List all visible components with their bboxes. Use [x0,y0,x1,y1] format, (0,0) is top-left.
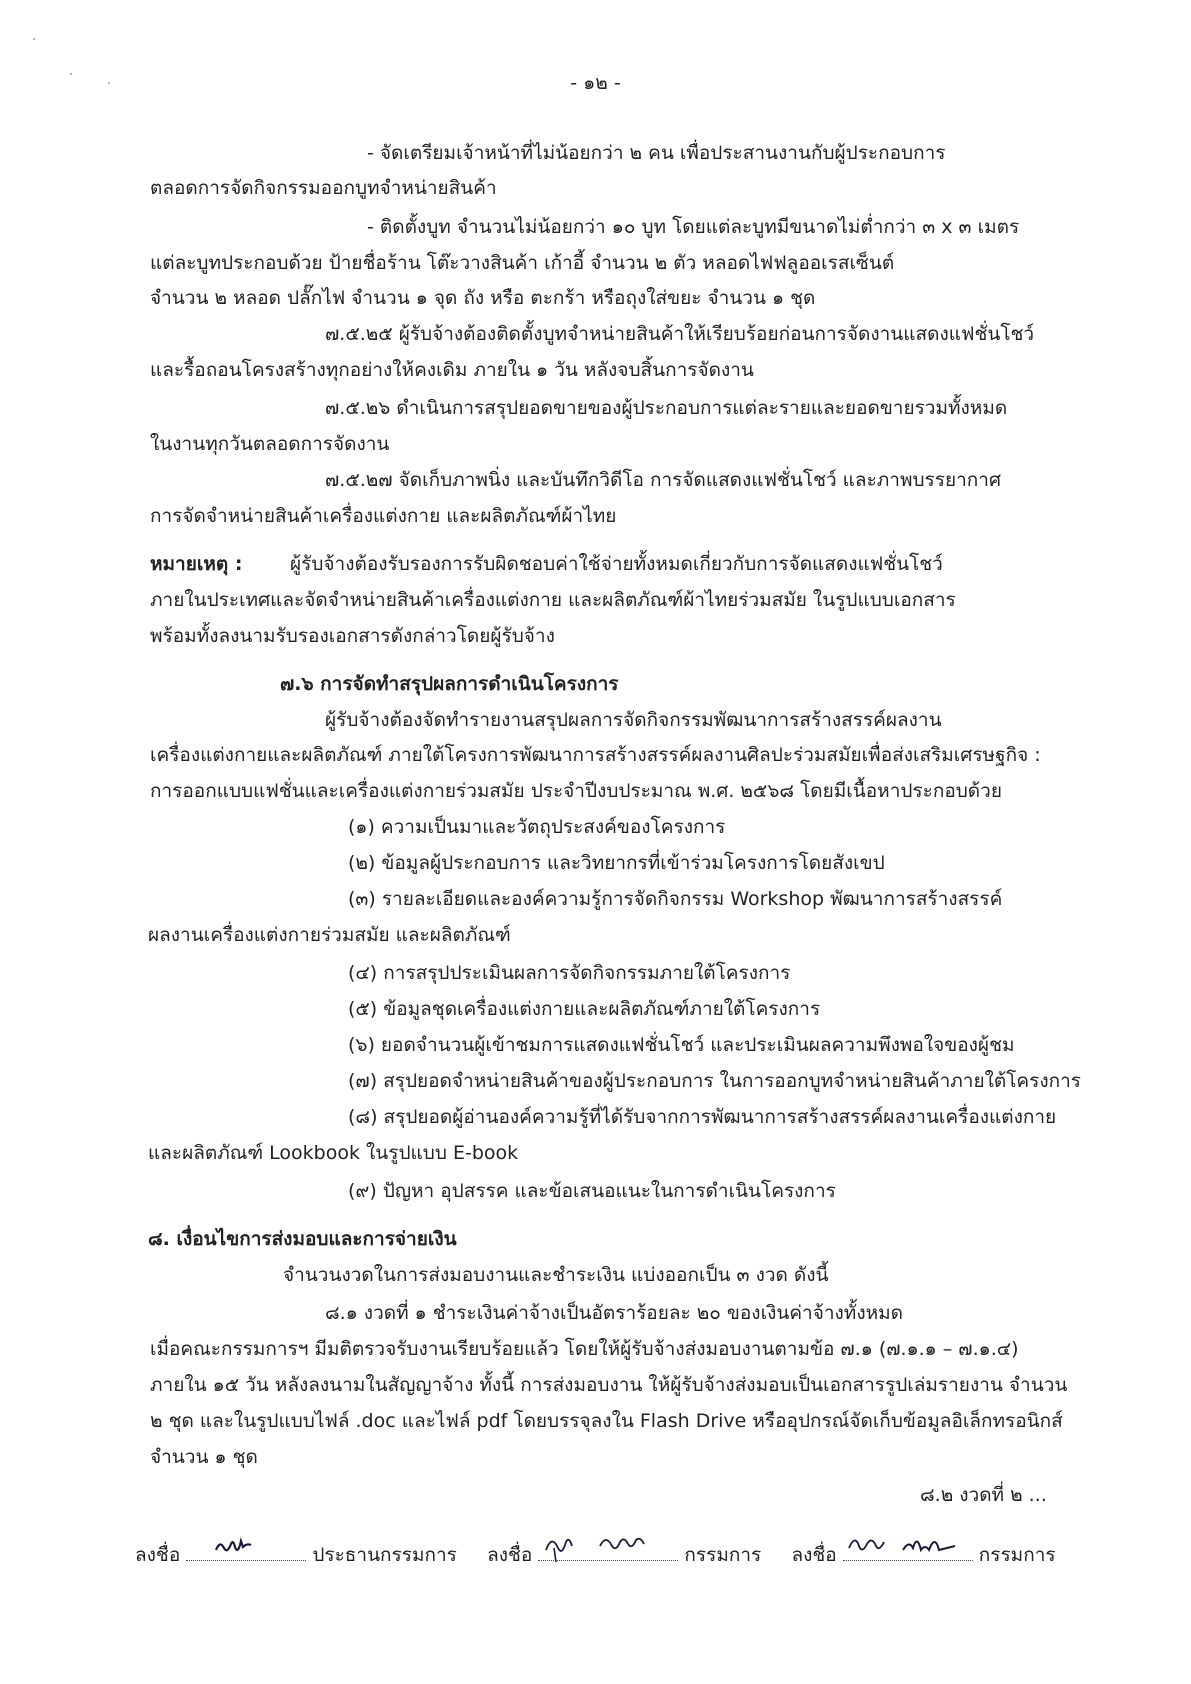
report-item: (๖) ยอดจำนวนผู้เข้าชมการแสดงแฟชั่นโชว์ และประเมินผลความพึงพอใจของผู้ชม [348,1034,1015,1056]
handwritten-signature [538,1528,678,1564]
sign-label: ลงชื่อ [791,1544,837,1566]
handwritten-signature [186,1528,306,1560]
paragraph-1-line-1: - จัดเตรียมเจ้าหน้าที่ไม่น้อยกว่า ๒ คน เพื่อประสานงานกับผู้ประกอบการ [367,142,946,164]
section-7-6-line-2: เครื่องแต่งกายและผลิตภัณฑ์ ภายใต้โครงการพัฒนาการสร้างสรรค์ผลงานศิลปะร่วมสมัยเพื่อส่งเสริมเศรษฐกิจ : [150,744,1041,766]
chair-title: ประธานกรรมการ [312,1544,457,1566]
member-signature-1 [538,1542,678,1561]
section-8-1-line-4: ๒ ชุด และในรูปแบบไฟล์ .doc และไฟล์ pdf โดยบรรจุลงใน Flash Drive หรืออุปกรณ์จัดเก็บข้อมูลอิเล็กทรอนิกส์ [150,1410,1063,1432]
page-number: - ๑๒ - [570,72,621,94]
section-7-6-line-1: ผู้รับจ้างต้องจัดทำรายงานสรุปผลการจัดกิจกรรมพัฒนาการสร้างสรรค์ผลงาน [325,709,942,731]
report-item-continuation: และผลิตภัณฑ์ Lookbook ในรูปแบบ E-book [148,1142,519,1164]
sign-label: ลงชื่อ [487,1544,533,1566]
note-line-2: ภายในประเทศและจัดจำหน่ายสินค้าเครื่องแต่งกาย และผลิตภัณฑ์ผ้าไทยร่วมสมัย ในรูปแบบเอกสาร [150,589,956,611]
item-7-5-25-line-1: ๗.๕.๒๕ ผู้รับจ้างต้องติดตั้งบูทจำหน่ายสินค้าให้เรียบร้อยก่อนการจัดงานแสดงแฟชั่นโชว์ [325,323,1035,345]
item-7-5-27-line-1: ๗.๕.๒๗ จัดเก็บภาพนิ่ง และบันทึกวิดีโอ การจัดแสดงแฟชั่นโชว์ และภาพบรรยากาศ [325,469,1002,491]
handwritten-signature [843,1528,993,1564]
note-line-1: ผู้รับจ้างต้องรับรองการรับผิดชอบค่าใช้จ่ายทั้งหมดเกี่ยวกับการจัดแสดงแฟชั่นโชว์ [290,553,943,575]
item-7-5-26-line-1: ๗.๕.๒๖ ดำเนินการสรุปยอดขายของผู้ประกอบการแต่ละรายและยอดขายรวมทั้งหมด [325,397,1008,419]
report-item: (๘) สรุปยอดผู้อ่านองค์ความรู้ที่ได้รับจากการพัฒนาการสร้างสรรค์ผลงานเครื่องแต่งกาย [348,1106,1057,1128]
section-8-1-line-5: จำนวน ๑ ชุด [150,1446,258,1468]
section-7-6-heading: ๗.๖ การจัดทำสรุปผลการดำเนินโครงการ [280,673,619,695]
paragraph-2-line-3: จำนวน ๒ หลอด ปลั๊กไฟ จำนวน ๑ จุด ถัง หรือ ตะกร้า หรือถุงใส่ขยะ จำนวน ๑ ชุด [150,287,816,309]
chair-signature [186,1542,306,1561]
report-item: (๗) สรุปยอดจำหน่ายสินค้าของผู้ประกอบการ ในการออกบูทจำหน่ายสินค้าภายใต้โครงการ [348,1070,1082,1092]
report-item: (๒) ข้อมูลผู้ประกอบการ และวิทยากรที่เข้าร่วมโครงการโดยสังเขป [348,852,885,874]
sign-label: ลงชื่อ [135,1544,181,1566]
report-item: (๑) ความเป็นมาและวัตถุประสงค์ของโครงการ [348,816,726,838]
signature-line [135,1542,1056,1568]
report-item: (๔) การสรุปประเมินผลการจัดกิจกรรมภายใต้โครงการ [348,962,791,984]
paragraph-1-line-2: ตลอดการจัดกิจกรรมออกบูทจำหน่ายสินค้า [150,177,497,199]
member-signature-2 [843,1542,973,1561]
item-7-5-27-line-2: การจัดจำหน่ายสินค้าเครื่องแต่งกาย และผลิตภัณฑ์ผ้าไทย [150,505,617,527]
paragraph-2-line-2: แต่ละบูทประกอบด้วย ป้ายชื่อร้าน โต๊ะวางสินค้า เก้าอี้ จำนวน ๒ ตัว หลอดไฟฟลูออเรสเซ็นต์ [150,252,895,274]
report-item: (๙) ปัญหา อุปสรรค และข้อเสนอแนะในการดำเนินโครงการ [348,1180,836,1202]
report-item: (๓) รายละเอียดและองค์ความรู้การจัดกิจกรรม Workshop พัฒนาการสร้างสรรค์ [348,888,1003,910]
section-8-1-line-1: ๘.๑ งวดที่ ๑ ชำระเงินค่าจ้างเป็นอัตราร้อยละ ๒๐ ของเงินค่าจ้างทั้งหมด [325,1302,903,1324]
section-7-6-line-3: การออกแบบแฟชั่นและเครื่องแต่งกายร่วมสมัย ประจำปีงบประมาณ พ.ศ. ๒๕๖๘ โดยมีเนื้อหาประกอบด้วย [150,780,1002,802]
report-item: (๕) ข้อมูลชุดเครื่องแต่งกายและผลิตภัณฑ์ภายใต้โครงการ [348,998,821,1020]
section-8-1-line-3: ภายใน ๑๕ วัน หลังลงนามในสัญญาจ้าง ทั้งนี้ การส่งมอบงาน ให้ผู้รับจ้างส่งมอบเป็นเอกสารรูปเล่มรายงาน จำนวน [150,1374,1068,1396]
note-label: หมายเหตุ : [150,553,243,575]
scan-speck [33,38,35,40]
continued-marker: ๘.๒ งวดที่ ๒ ... [920,1484,1047,1506]
paragraph-2-line-1: - ติดตั้งบูท จำนวนไม่น้อยกว่า ๑๐ บูท โดยแต่ละบูทมีขนาดไม่ต่ำกว่า ๓ x ๓ เมตร [367,216,1020,238]
section-8-intro: จำนวนงวดในการส่งมอบงานและชำระเงิน แบ่งออกเป็น ๓ งวด ดังนี้ [283,1264,829,1286]
item-7-5-26-line-2: ในงานทุกวันตลอดการจัดงาน [150,433,390,455]
note-line-3: พร้อมทั้งลงนามรับรองเอกสารดังกล่าวโดยผู้รับจ้าง [150,625,555,647]
section-8-heading: ๘. เงื่อนไขการส่งมอบและการจ่ายเงิน [148,1228,457,1250]
report-item-continuation: ผลงานเครื่องแต่งกายร่วมสมัย และผลิตภัณฑ์ [148,924,511,946]
section-8-1-line-2: เมื่อคณะกรรมการฯ มีมติตรวจรับงานเรียบร้อยแล้ว โดยให้ผู้รับจ้างส่งมอบงานตามข้อ ๗.๑ (๗.๑.๑ – ๗.๑.๔) [150,1338,1019,1360]
item-7-5-25-line-2: และรื้อถอนโครงสร้างทุกอย่างให้คงเดิม ภายใน ๑ วัน หลังจบสิ้นการจัดงาน [150,359,754,381]
member-title: กรรมการ [684,1544,762,1566]
member-title: กรรมการ [978,1544,1056,1566]
